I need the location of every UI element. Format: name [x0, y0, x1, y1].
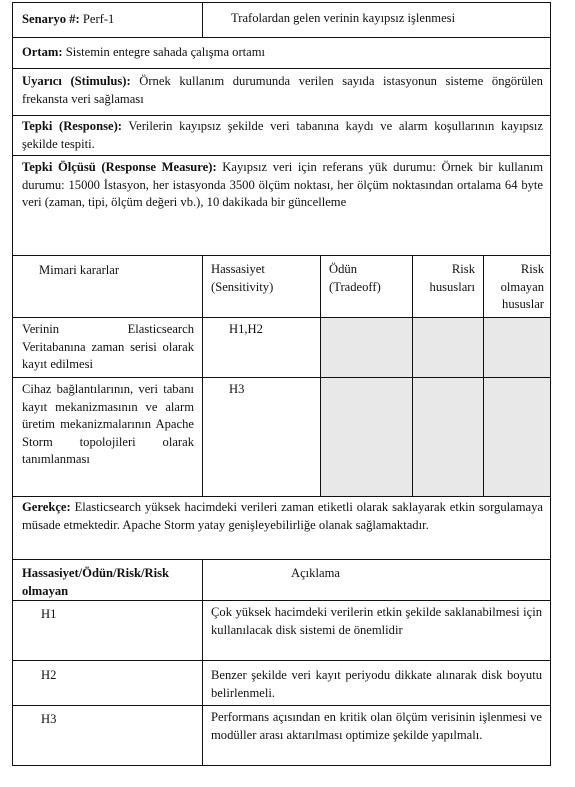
- decision-text: Verinin Elasticsearch Veritabanına zaman serisi olarak kayıt edilmesi: [22, 322, 194, 371]
- environment-text: Sistemin entegre sahada çalışma ortamı: [65, 45, 266, 59]
- header-sensitivity-cell: [202, 256, 320, 317]
- header-explanation-cell: [202, 560, 550, 600]
- scenario-title-cell: [202, 3, 550, 37]
- scenario-id-value: Perf-1: [82, 12, 115, 26]
- decision-text: Cihaz bağlantılarının, veri tabanı kayıt mekanizmasının ve alarm üretim mekanizmalarının Apache Storm topolojileri olarak tanımlanması: [22, 382, 194, 466]
- decision-tradeoff-cell: [320, 378, 412, 496]
- decision-risks-cell: [412, 378, 483, 496]
- rationale-text: Elasticsearch yüksek hacimdeki verileri zaman etiketli olarak saklayarak etkin sorgulamaya müsade etmektedir. Apache Storm yatay genişleyebilirliğe olanak sağlamaktadır.: [22, 500, 543, 532]
- scenario-title: Trafolardan gelen verinin kayıpsız işlenmesi: [231, 11, 456, 25]
- explanation-row: [12, 705, 551, 766]
- response-row: [12, 115, 551, 156]
- decision-sensitivity-cell: [202, 318, 320, 377]
- explanation-text: Performans açısından en kritik olan ölçüm verisinin işlenmesi ve modüller arası aktarılması optimize şekilde yapılmalı.: [211, 710, 542, 742]
- scenario-header-row: [12, 2, 551, 38]
- header-risks-cell: [412, 256, 483, 317]
- explanation-text: Çok yüksek hacimdeki verilerin etkin şekilde saklanabilmesi için kullanılacak disk sistemi de önemlidir: [211, 605, 542, 637]
- header-explanation: Açıklama: [291, 566, 340, 580]
- stimulus-row: [12, 68, 551, 116]
- response-label: Tepki (Response):: [22, 119, 122, 133]
- header-risks: Risk hususları: [429, 262, 475, 294]
- explanation-text-cell: [202, 706, 550, 765]
- decision-tradeoff-cell: [320, 318, 412, 377]
- decision-row: [12, 317, 551, 378]
- header-nonrisks-cell: [483, 256, 550, 317]
- rationale-label: Gerekçe:: [22, 500, 71, 514]
- response-measure-row: [12, 155, 551, 256]
- environment-label: Ortam:: [22, 45, 63, 59]
- header-nonrisks: Risk olmayan hususlar: [500, 262, 544, 311]
- header-tradeoff: Ödün (Tradeoff): [329, 262, 381, 294]
- header-decisions: Mimari kararlar: [39, 263, 120, 277]
- explanation-text-cell: [202, 601, 550, 660]
- decision-sensitivity-cell: [202, 378, 320, 496]
- explanation-code: H2: [41, 668, 57, 682]
- header-sensitivity: Hassasiyet (Sensitivity): [211, 262, 274, 294]
- stimulus-label: Uyarıcı (Stimulus):: [22, 74, 131, 88]
- explanation-row: [12, 660, 551, 706]
- explanation-row: [12, 600, 551, 661]
- stimulus-text: Örnek kullanım durumunda verilen sayıda istasyonun sisteme öngörülen frekansta veri sağlaması: [22, 74, 543, 106]
- decision-risks-cell: [412, 318, 483, 377]
- decision-nonrisks-cell: [483, 378, 550, 496]
- header-tradeoff-cell: [320, 256, 412, 317]
- decision-sensitivity: H3: [229, 382, 245, 396]
- explanation-code: H1: [41, 607, 57, 621]
- decision-row: [12, 377, 551, 497]
- response-text: Verilerin kayıpsız şekilde veri tabanına kaydı ve alarm koşullarının kayıpsız şekilde tespiti.: [22, 119, 543, 151]
- response-measure-label: Tepki Ölçüsü (Response Measure):: [22, 160, 217, 174]
- scenario-id: [22, 11, 114, 29]
- response-measure-text: Kayıpsız veri için referans yük durumu: Örnek bir kullanım durumu: 15000 İstasyon, her istasyonda 3500 ölçüm noktası, her ölçüm noktasından ortalama 64 byte veri (zaman, tipi, ölçüm değeri vb.), 10 dakikada bir güncelleme: [22, 160, 543, 209]
- rationale-row: [12, 496, 551, 560]
- explanation-text: Benzer şekilde veri kayıt periyodu dikkate alınarak disk boyutu belirlenmeli.: [211, 668, 542, 700]
- decision-nonrisks-cell: [483, 318, 550, 377]
- header-code: Hassasiyet/Ödün/Risk/Risk olmayan: [22, 566, 169, 598]
- explanation-text-cell: [202, 661, 550, 705]
- scenario-id-label: Senaryo #:: [22, 12, 80, 26]
- explanation-header-row: [12, 559, 551, 601]
- decision-sensitivity: H1,H2: [229, 322, 263, 336]
- decisions-header-row: [12, 255, 551, 318]
- explanation-code: H3: [41, 712, 57, 726]
- environment-row: [12, 37, 551, 69]
